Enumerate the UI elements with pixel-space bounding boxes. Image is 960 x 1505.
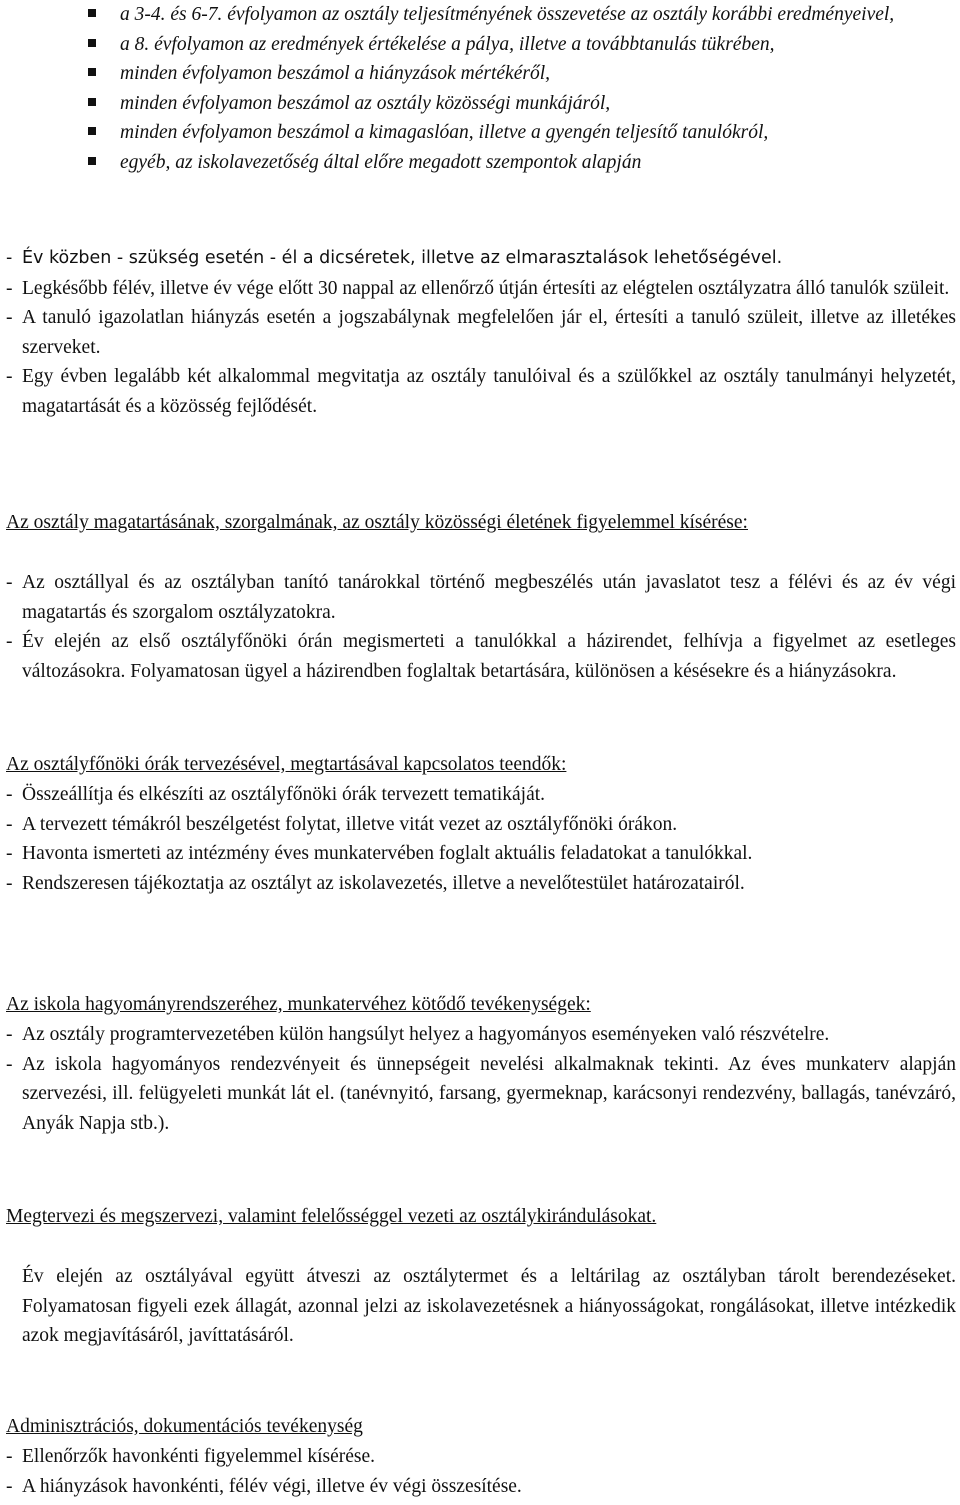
dash-item: - A tanuló igazolatlan hiányzás esetén a jogszabálynak megfelelően jár el, értesíti a tanuló szüleit, illetve az illetékes szerveket.: [6, 307, 956, 358]
dash-item: - A tervezett témákról beszélgetést folytat, illetve vitát vezet az osztályfőnöki órákon.: [6, 813, 678, 835]
dash-item: - Az iskola hagyományos rendezvényeit és ünnepségeit nevelési alkalmaknak tekinti. Az éves munkaterv alapján szervezési, ill. felügyeleti munkát lát el. (tanévnyitó, farsang, gyermeknap, karácsonyi rendezvény, ballagás, tanévzáró, Anyák Napja stb.).: [6, 1053, 956, 1134]
dash-item: - Az osztály programtervezetében külön hangsúlyt helyez a hagyományos eseményeken való részvételre.: [6, 1024, 830, 1045]
traditions-dash-list: [0, 1020, 956, 1138]
section-heading-excursions: Megtervezi és megszervezi, valamint felelősséggel vezeti az osztálykirándulásokat.: [6, 1206, 657, 1227]
dash-item: - Legkésőbb félév, illetve év vége előtt 30 nappal az ellenőrző útján értesíti az elégtelen osztályzatra álló tanulók szüleit.: [6, 277, 950, 299]
section-heading-behavior: Az osztály magatartásának, szorgalmának, az osztály közösségi életének figyelemmel kísérése:: [6, 512, 748, 533]
bullet-item: minden évfolyamon beszámol az osztály közösségi munkájáról,: [88, 89, 956, 119]
dash-item: - Az osztállyal és az osztályban tanító tanárokkal történő megbeszélés után javaslatot tesz a félévi és az év végi magatartás és szorgalom osztályzatokra.: [6, 572, 956, 623]
dash-item: - Rendszeresen tájékoztatja az osztályt az iskolavezetés, illetve a nevelőtestület határozatairól.: [6, 872, 745, 894]
section-heading-class-hours: Az osztályfőnöki órák tervezésével, megtartásával kapcsolatos teendők:: [6, 754, 567, 775]
bullet-item: minden évfolyamon beszámol a hiányzások mértékéről,: [88, 59, 956, 89]
behavior-dash-list: [0, 568, 956, 686]
excursions-paragraph: Év elején az osztályával együtt átveszi az osztálytermet és a leltárilag az osztályban tárolt berendezéseket. Folyamatosan figyeli ezek állagát, azonnal jelzi az iskolavezetésnek a hiányosságokat, rongálásokat, illetve intézkedik azok megjavításáról, javíttatásáról.: [22, 1266, 956, 1346]
square-bullet-icon: [88, 39, 96, 47]
section-heading-traditions: Az iskola hagyományrendszeréhez, munkatervéhez kötődő tevékenységek:: [6, 994, 591, 1015]
dash-item: - Év elején az első osztályfőnöki órán megismerteti a tanulókkal a házirendet, felhívja a figyelmet az esetleges változásokra. Folyamatosan ügyel a házirendben foglaltak betartására, különösen a késésekre és a hiányzásokra.: [6, 631, 956, 682]
dash-item: - A hiányzások havonkénti, félév végi, illetve év végi összesítése.: [6, 1475, 522, 1497]
administration-dash-list: [0, 1442, 956, 1501]
bullet-item: minden évfolyamon beszámol a kimagaslóan, illetve a gyengén teljesítő tanulókról,: [88, 118, 956, 148]
dash-item: - Havonta ismerteti az intézmény éves munkatervében foglalt aktuális feladatokat a tanulókkal.: [6, 843, 753, 864]
bullet-item: egyéb, az iskolavezetőség által előre megadott szempontok alapján: [88, 148, 956, 178]
square-bullet-icon: [88, 157, 96, 165]
square-bullet-icon: [88, 98, 96, 106]
evaluation-bullet-list: [88, 0, 956, 177]
square-bullet-icon: [88, 9, 96, 17]
square-bullet-icon: [88, 68, 96, 76]
class-hours-dash-list: [0, 780, 956, 898]
dash-item: - Ellenőrzők havonkénti figyelemmel kísérése.: [6, 1446, 376, 1467]
intro-dash-list: [0, 244, 956, 421]
section-heading-administration: Adminisztrációs, dokumentációs tevékenység: [6, 1416, 363, 1437]
bullet-item: a 3-4. és 6-7. évfolyamon az osztály teljesítményének összevetése az osztály korábbi eredményeivel,: [88, 0, 956, 30]
dash-item: - Év közben - szükség esetén - él a dicséretek, illetve az elmarasztalások lehetőségével.: [6, 248, 783, 268]
dash-item: - Egy évben legalább két alkalommal megvitatja az osztály tanulóival és a szülőkkel az osztály tanulmányi helyzetét, magatartását és a közösség fejlődését.: [6, 366, 956, 417]
dash-item: - Összeállítja és elkészíti az osztályfőnöki órák tervezett tematikáját.: [6, 784, 546, 805]
square-bullet-icon: [88, 127, 96, 135]
bullet-item: a 8. évfolyamon az eredmények értékelése a pálya, illetve a továbbtanulás tükrében,: [88, 30, 956, 60]
